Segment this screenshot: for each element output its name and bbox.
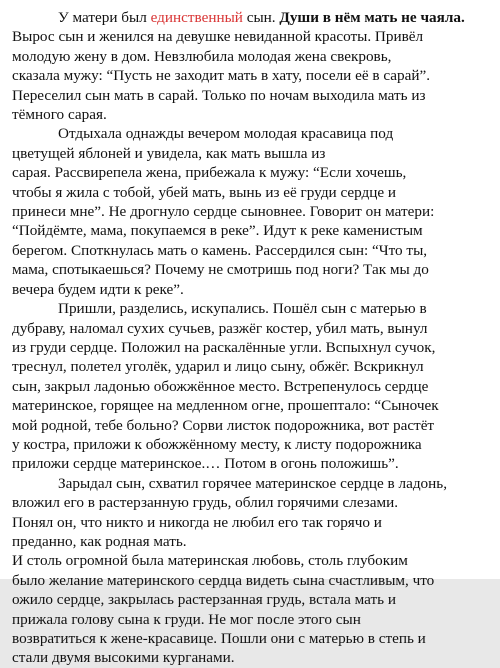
first-line-after-highlight: сын. xyxy=(242,9,280,26)
text-line: материнское, горящее на медленном огне, прошептало: “Сыночек xyxy=(12,397,439,415)
paragraph-3 xyxy=(12,299,488,474)
paragraph-5 xyxy=(12,551,488,667)
paragraph-1 xyxy=(12,8,488,124)
bold-phrase-end: . xyxy=(460,9,465,26)
text-line: из груди сердце. Положил на раскалённые угли. Вспыхнул сучок, xyxy=(12,338,436,356)
text-line: берегом. Споткнулась мать о камень. Рассердился сын: “Что ты, xyxy=(12,241,428,259)
text-line: мама, спотыкаешься? Почему не смотришь под ноги? Так мы до xyxy=(12,261,429,279)
text-line: мой родной, тебе больно? Сорви листок подорожника, вот растёт xyxy=(12,416,435,434)
paragraph-2 xyxy=(12,124,488,299)
text-line: вечера будем идти к реке”. xyxy=(12,280,184,298)
text-line: Вырос сын и женился на девушке невиданной красоты. Привёл xyxy=(12,28,424,46)
text-line: сын, закрыл ладонью обожжённое место. Встрепенулось сердце xyxy=(12,377,429,395)
text-line: сарая. Рассвирепела жена, прибежала к мужу: “Если хочешь, xyxy=(12,164,407,182)
text-line: Отдыхала однажды вечером молодая красавица под xyxy=(58,125,394,143)
text-line: Понял он, что никто и никогда не любил его так горячо и xyxy=(12,513,382,531)
text-line: было желание материнского сердца видеть сына счастливым, что xyxy=(12,571,435,589)
text-line: Пришли, разделись, искупались. Пошёл сын с матерью в xyxy=(58,300,427,318)
text-line: прижала голову сына к груди. Не мог после этого сын xyxy=(12,610,361,628)
text-line: преданно, как родная мать. xyxy=(12,532,187,550)
text-line: Переселил сын мать в сарай. Только по ночам выходила мать из xyxy=(12,86,426,104)
text-line: возвратиться к жене-красавице. Пошли они с матерью в степь и xyxy=(12,630,426,647)
text-line: сказала мужу: “Пусть не заходит мать в хату, посели её в сарай”. xyxy=(12,67,431,85)
text-line: треснул, полетел уголёк, ударил и лицо сыну, обжёг. Вскрикнул xyxy=(12,358,424,376)
first-line-lead: У матери был xyxy=(58,9,151,26)
text-line: стали двумя высокими курганами. xyxy=(12,649,235,667)
text-line: молодую жену в дом. Невзлюбила молодая жена свекровь, xyxy=(12,47,392,65)
text-line: ожило сердце, закрылась растерзанная грудь, встала мать и xyxy=(12,591,396,609)
highlighted-word: единственный xyxy=(150,9,243,26)
text-line: приложи сердце материнское.… Потом в огонь положишь”. xyxy=(12,455,399,473)
text-line: вложил его в растерзанную грудь, облил горячими слезами. xyxy=(12,494,399,512)
text-line: принеси мне”. Не дрогнуло сердце сыновнее. Говорит он матери: xyxy=(12,203,435,221)
text-line: чтобы я жила с тобой, убей мать, вынь из её груди сердце и xyxy=(12,183,397,201)
paragraph-4 xyxy=(12,474,488,552)
text-line: цветущей яблоней и увидела, как мать вышла из xyxy=(12,144,326,162)
bold-phrase: Души в нём мать не чаяла xyxy=(279,9,461,26)
text-line: Зарыдал сын, схватил горячее материнское сердце в ладонь, xyxy=(58,474,447,492)
paragraph-1-first-line xyxy=(12,8,488,27)
text-line: у костра, приложи к обожжённому месту, к листу подорожника xyxy=(12,435,422,453)
text-line: тёмного сарая. xyxy=(12,106,107,124)
text-line: “Пойдёмте, мама, покупаемся в реке”. Идут к реке каменистым xyxy=(12,222,423,240)
text-line: дубраву, наломал сухих сучьев, разжёг костер, убил мать, вынул xyxy=(12,319,428,337)
text-line: И столь огромной была материнская любовь, столь глубоким xyxy=(12,552,408,570)
